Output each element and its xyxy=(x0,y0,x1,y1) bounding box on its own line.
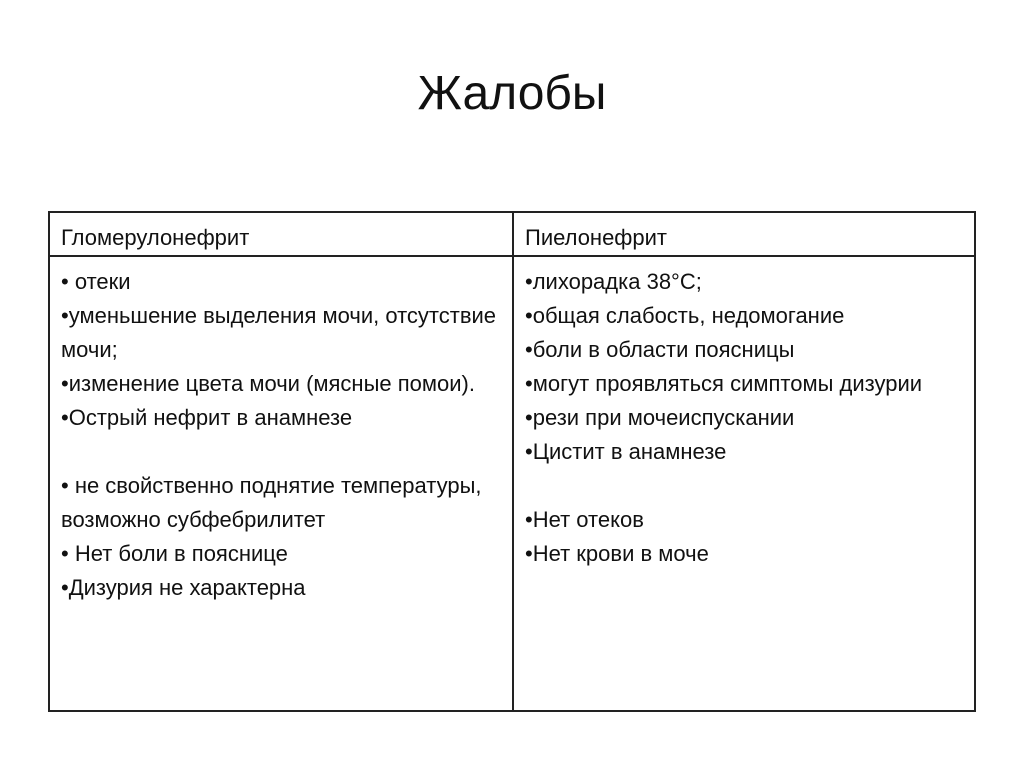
list-item: •Нет крови в моче xyxy=(525,541,709,566)
list-item: •Нет отеков xyxy=(525,507,644,532)
list-item: •рези при мочеиспускании xyxy=(525,405,795,430)
glomerulonephritis-complaints-cell xyxy=(49,256,513,711)
list-item: •изменение цвета мочи (мясные помои). xyxy=(61,371,475,396)
list-item: •Острый нефрит в анамнезе xyxy=(61,405,353,430)
page-title: Жалобы xyxy=(417,67,607,120)
pyelonephritis-complaints-cell xyxy=(513,256,975,711)
comparison-table xyxy=(48,211,976,712)
list-item: •могут проявляться симптомы дизурии xyxy=(525,371,923,396)
list-item: •Цистит в анамнезе xyxy=(525,439,727,464)
blank-line xyxy=(61,435,500,469)
list-item: • не свойственно поднятие температуры, возможно субфебрилитет xyxy=(61,473,482,532)
list-item: •лихорадка 38°С; xyxy=(525,269,702,294)
column-header-pyelonephritis: Пиелонефрит xyxy=(513,212,975,256)
blank-line xyxy=(525,469,962,503)
list-item: •уменьшение выделения мочи, отсутствие мочи; xyxy=(61,303,497,362)
list-item: •боли в области поясницы xyxy=(525,337,795,362)
list-item: •общая слабость, недомогание xyxy=(525,303,845,328)
table-header-row xyxy=(49,212,975,256)
list-item: •Дизурия не характерна xyxy=(61,575,306,600)
table-row xyxy=(49,256,975,711)
list-item: • Нет боли в пояснице xyxy=(61,541,288,566)
column-header-glomerulonephritis: Гломерулонефрит xyxy=(49,212,513,256)
list-item: • отеки xyxy=(61,269,131,294)
